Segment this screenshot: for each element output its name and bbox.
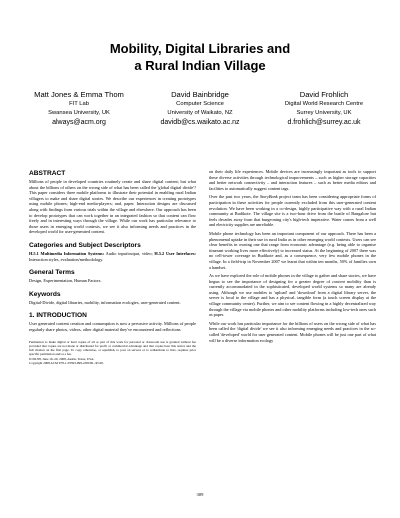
general-terms-text: Design, Experimentation, Human Factors. <box>29 278 102 284</box>
text-run: mobility than is currently accommodated in the sophisticated, developed world systems so many are already using. Although we use mobiles to 'upload' and 'download' from a digital library server, the server is local to the village and has a physical, tangible form (a touch screen display at the village community center). Further, we aim to see content flowing in a highly decentralized way through the village via mobile phones and other mobility platforms including low-tech ones such as paper. <box>209 278 376 318</box>
category-desc: Audio input/output, video; <box>104 250 155 256</box>
footnote-permission: Permission to make digital or hard copies of all or part of this work for personal or classroom use is granted without fee provided that copies are not made or distributed for profit or commercial advantage and that copies bear this notice and the full citation on the first page. To copy otherwise, or republish, to post on servers or to redistribute to lists, requires prior specific permission and/or a fee. <box>29 339 196 357</box>
right-column <box>209 169 376 343</box>
body-paragraph: on their daily life experiences. Mobile devices are increasingly important as tools to support these diverse activities through technological improvements – such as higher storage capacities and better network connectivity – and interaction features – such as better media editors and facilities to automatically suggest content tags. <box>209 169 376 191</box>
category-label: H.5.2 User Interfaces: <box>154 250 196 256</box>
text-run: project team has been considering appropriate forms of participation in these activities for people currently excluded from this user-generated content revolution. We have been working in a co-design, highly participative way with a rural Indian community at Budikote. The village site is a two-hour drive from the bustle of Bangalore but feels decades away from that burgeoning city's high-tech imperative. Water comes from a well and electricity supplies are unreliable. <box>209 194 376 228</box>
author-affiliation: University of Waikato, NZ <box>167 110 233 116</box>
keywords-text: Digital-Divide, digital libraries, mobility, information ecologies, user-generated content. <box>29 299 181 305</box>
author-name: David Bainbridge <box>171 90 229 99</box>
author-name: Matt Jones & Emma Thom <box>34 90 124 99</box>
body-paragraph: While our work has particular importance for the billions of users on the wrong side of what has been called the 'digital divide' we see it also informing emerging needs and practices in the so-called 'developed' world for user generated content. Mobile phones will be just one part of what will be a diverse information ecology <box>209 320 376 343</box>
author-affiliation: Swansea University, UK <box>48 110 110 116</box>
author-email: always@acm.org <box>52 119 106 126</box>
copyright-footnote <box>29 340 196 366</box>
left-column <box>29 169 196 365</box>
introduction-heading: 1. INTRODUCTION <box>29 312 87 320</box>
body-paragraph: Mobile phone technology has been an important component of our approach. There has been a phenomenal uptake in their use in rural India as in other emerging world contexts. Users can see clear benefits in owning one that range from economic advantage (e.g. being able to organise itinerant working lives more effectively) to increased status. At the beginning of 2007 there was no cell-tower coverage in Budikote and, as a consequence, very few mobile phones in the village. In a field-trip in November 2007 we learnt that within ten months, 50% of families own a handset. <box>209 230 376 270</box>
category-desc: Interaction styles, evaluation/methodology. <box>29 256 104 262</box>
footnote-copyright: Copyright 2008 ACM 978-1-59593-998-2/08/06...$5.00. <box>29 360 104 365</box>
project-name: StoryBank <box>259 194 278 200</box>
footnote-conference: JCDL'08, June 16–20, 2008, Austin, Texas, USA. <box>29 356 95 361</box>
emphasis-text: content <box>332 278 345 284</box>
text-run: As we have explored the role of mobile phones in the village to gather and share stories, we have begun to see the importance of designing for a greater degree of <box>209 273 376 284</box>
author-affiliation: Computer Science <box>176 101 224 107</box>
categories-heading: Categories and Subject Descriptors <box>29 241 141 249</box>
author-affiliation: FIT Lab <box>69 101 89 107</box>
keywords-heading: Keywords <box>29 290 61 298</box>
body-paragraph <box>209 273 376 318</box>
paper-title <box>0 40 400 74</box>
author-affiliation: Surrey University, UK <box>296 110 352 116</box>
author-name: David Frohlich <box>299 90 349 99</box>
title-line-1: Mobility, Digital Libraries and <box>109 41 291 56</box>
category-label: H.5.1 Multimedia Information Systems: <box>29 250 105 256</box>
author-affiliation: Digital World Research Centre <box>284 101 364 107</box>
author-email: davidb@cs.waikato.ac.nz <box>160 119 240 126</box>
introduction-text: User generated content creation and consumption is now a pervasive activity. Millions of people regularly share photos, videos, other digital material they've encountered and reflections <box>29 321 196 332</box>
categories-text <box>29 251 196 262</box>
author-frohlich <box>262 89 386 128</box>
author-jones-thom <box>18 89 140 128</box>
abstract-heading: ABSTRACT <box>29 170 66 177</box>
page-number: 309 <box>196 492 204 497</box>
general-terms-heading: General Terms <box>29 269 75 277</box>
author-bainbridge <box>140 89 260 128</box>
text-run: Over the past two years, the <box>209 194 260 200</box>
author-email: d.frohlich@surrey.ac.uk <box>287 119 361 126</box>
body-paragraph <box>209 194 376 228</box>
title-line-2: a Rural Indian Village <box>134 58 266 73</box>
abstract-text: Millions of people in developed countries routinely create and share digital content; but what about the billions of others on the wrong side of what has been called the 'global digital divide'? This paper considers three mobile platforms to illustrate their potential in enabling rural Indian villagers to make and share digital stories. We describe our experiences in creating prototypes using mobile phones; high-end media-players; and, paper. Interaction designs are discussed along with findings from various trials within the village and elsewhere. Our approach has been to develop prototypes that can work together in an integrated fashion so that content can flow freely and in interesting ways through the village. While our work has particular relevance to those users in emerging world contexts, we see it also informing needs and practices in the developed world for user-generated content. <box>29 179 196 235</box>
